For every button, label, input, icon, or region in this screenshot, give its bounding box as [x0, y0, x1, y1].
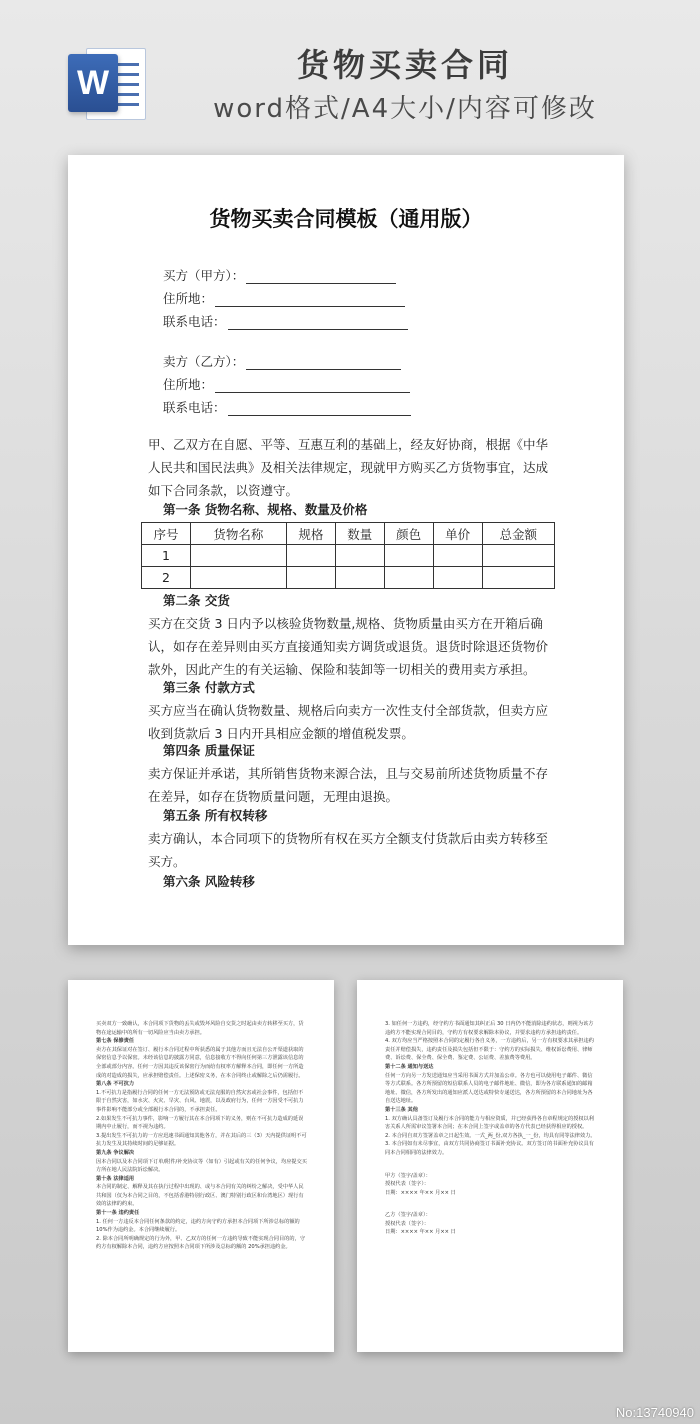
buyer-phone-blank[interactable]	[228, 316, 408, 330]
buyer-phone-line	[163, 307, 408, 330]
header-title: 货物买卖合同	[296, 46, 513, 84]
seller-name-line	[163, 347, 411, 370]
table-cell[interactable]	[384, 545, 433, 567]
page-2-line: 卖方在其保证对在签订、履行本合同过程中所获悉的属于其他方而且无法自公开渠道获取的保密信息予以保密。未经该信息的披露方同意，信息接收方不得向任何第三方泄露该信息的全部或部分内容。任何一方因其违反该保密行为而给有权率方解释本合同，即任何一方所造成的对造成的损失，应承担赔偿责任。上述保密义务，在本合同终止或解除之后仍需履行。	[96, 1046, 304, 1079]
table-cell[interactable]	[190, 545, 286, 567]
image-id-watermark: No:13740940	[615, 1405, 694, 1420]
page-3-signature-line: 授权代表（签字）：	[385, 1181, 430, 1188]
seller-name-blank[interactable]	[246, 356, 401, 370]
page-3-signature-line: 授权代表（签字）：	[385, 1220, 430, 1227]
page-2-heading: 第十条 法律适用	[96, 1175, 135, 1182]
article-3-text: 买方应当在确认货物数量、规格后向卖方一次性支付全部货款，但卖方应收到货款后 3 日内开具相应金额的增值税发票。	[148, 703, 549, 741]
table-cell: 1	[142, 545, 191, 567]
page-2-line: 2. 除本合同所明确规定的行为外，甲、乙双方的任何一方违约导致不能实现合同目的的，守约方有权解除本合同，违约方应按照本合同项下所涉及总标的额的 20%承担违约金。	[96, 1235, 305, 1251]
seller-name-label: 卖方（乙方）：	[163, 354, 245, 369]
article-4-heading: 第四条 质量保证	[163, 743, 255, 758]
header-banner	[0, 0, 700, 150]
buyer-phone-label: 联系电话：	[163, 314, 226, 329]
table-cell: 2	[142, 567, 191, 589]
table-cell[interactable]	[190, 567, 286, 589]
header-subtitle: word格式/A4大小/内容可修改	[213, 94, 597, 124]
goods-table	[141, 522, 555, 589]
page-2-heading: 第十一条 违约责任	[96, 1210, 140, 1217]
page-2-line: 因本合同以及本合同项下订单/附件/补充协议等（如有）引起或有关的任何争议，均应提交买方所在地人民法院诉讼解决。	[96, 1158, 307, 1174]
page-3-signature-line: 乙方（签字/盖章）：	[385, 1212, 431, 1219]
page-3-line: 2. 本合同自双方签署盖章之日起生效。一式_两_份,双方各执_一_份，均具有同等法律效力。	[385, 1132, 596, 1139]
page-2-heading: 第九条 争议解决	[96, 1149, 135, 1156]
document-page-3	[357, 980, 623, 1352]
table-cell[interactable]	[482, 545, 554, 567]
page-2-heading: 第八条 不可抗力	[96, 1081, 135, 1088]
intro-text: 甲、乙双方在自愿、平等、互惠互利的基础上，经友好协商，根据《中华人民共和国民法典》及相关法律规定，现就甲方购买乙方货物事宜，达成如下合同条款，以资遵守。	[148, 437, 549, 498]
document-title: 货物买卖合同模板（通用版）	[209, 206, 483, 231]
seller-phone-line	[163, 393, 411, 416]
page-2-line: 2.如果发生不可抗力事件，影响一方履行其在本合同项下的义务，则在不可抗力造成的延误期内中止履行，而不视为违约。	[96, 1115, 304, 1131]
article-2-text: 买方在交货 3 日内予以核验货物数量,规格、货物质量由买方在开箱后确认，如存在差异则由买方直接通知卖方调货或退货。退货时除退还货物价款外，因此产生的有关运输、保险和装卸等一切相关的费用卖方承担。	[148, 616, 549, 677]
table-cell[interactable]	[433, 567, 482, 589]
table-row	[142, 567, 555, 589]
page-2-line: 1. 任何一方违反本合同任何条款的约定，违约方向守约方承担本合同项下所涉总标的额的 10%作为违约金。本合同继续履行。	[96, 1218, 300, 1234]
article-5-text: 卖方确认，本合同项下的货物所有权在买方全额支付货款后由卖方转移至买方。	[148, 831, 549, 869]
article-5-heading: 第五条 所有权转移	[163, 808, 268, 823]
buyer-name-blank[interactable]	[246, 270, 396, 284]
seller-address-blank[interactable]	[215, 379, 410, 393]
article-6-heading: 第六条 风险转移	[163, 874, 255, 889]
seller-address-line	[163, 370, 411, 393]
page-2-line: 本合同的制定、解释及其在执行过程中出现的、或与本合同有关的纠纷之解决，受中华人民共和国（仅为本合同之目的，不包括香港特别行政区、澳门特别行政区和台湾地区）现行有效的法律的约束。	[96, 1184, 304, 1208]
article-3-heading: 第三条 付款方式	[163, 680, 255, 695]
page-3-line: 1. 双方确认具备签订及履行本合同的能力与相应资质，并已经获得各自章程规定的授权以利害关系人所需审议签署本合同；在本合同上签字或盖章的各方代表已经获得相应的授权。	[385, 1115, 594, 1131]
table-row	[142, 545, 555, 567]
page-3-heading: 第十二条 通知与送达	[385, 1063, 434, 1070]
table-header-cell: 颜色	[384, 523, 433, 545]
article-1-heading: 第一条 货物名称、规格、数量及价格	[163, 502, 368, 517]
article-2-heading: 第二条 交货	[163, 593, 230, 608]
page-2-content	[96, 1020, 308, 1252]
table-cell[interactable]	[433, 545, 482, 567]
page-2-line: 买卖双方一致确认，本合同项下货物的丢失或毁坏风险自交货之时起由卖方转移至买方，货物在途运输中的所有一切风险应当由卖方承担。	[96, 1021, 304, 1036]
page-3-content	[385, 1020, 597, 1237]
page-3-signature-line: 甲方（签字/盖章）：	[385, 1172, 431, 1179]
seller-phone-blank[interactable]	[228, 402, 411, 416]
page-2-line: 1.不可抗力是指履行合同的任何一方无法预防或无法克服的自然灾害或社会事件，包括但不限于自然灾害，如水灾、火灾、旱灾、台风、地震，以及政府行为，任何一方因受不可抗力事件影响不能部分或全部履行本合同的，不承担责任。	[96, 1089, 304, 1113]
intro-paragraph	[148, 433, 556, 502]
page-3-heading: 第十三条 其他	[385, 1106, 418, 1113]
page-2-line: 3.提出发生不可抗力的一方应迅速书面通知其他各方，并在其后的三（3）天内提供证明不可抗力发生及其持续时间的足够证据。	[96, 1132, 307, 1148]
table-cell[interactable]	[482, 567, 554, 589]
buyer-block	[163, 261, 408, 330]
seller-phone-label: 联系电话：	[163, 400, 226, 415]
table-cell[interactable]	[335, 567, 384, 589]
buyer-name-line	[163, 261, 408, 284]
table-header-cell: 单价	[433, 523, 482, 545]
buyer-address-label: 住所地：	[163, 291, 214, 306]
buyer-address-line	[163, 284, 408, 307]
table-cell[interactable]	[286, 567, 335, 589]
buyer-name-label: 买方（甲方）：	[163, 268, 245, 283]
document-page-2	[68, 980, 334, 1352]
article-4-text: 卖方保证并承诺，其所销售货物来源合法，且与交易前所述货物质量不存在差异，如存在货物质量问题，无理由退换。	[148, 766, 549, 804]
page-3-line: 3. 本合同如有未尽事宜，由双方共同协商签订书面补充协议。双方签订的书面补充协议具有同本合同相同的法律效力。	[385, 1141, 594, 1156]
page-3-signature-line: 日期：×××× 年×× 月×× 日	[385, 1229, 456, 1236]
seller-address-label: 住所地：	[163, 377, 214, 392]
page-3-line: 3. 如任何一方违约，经守约方书面通知其纠正后 30 日内仍不能消除违约状态，则视为该方违约方不能实现合同目的，守约方有权要求解除本协议，并要求违约方承担违约责任。	[385, 1021, 594, 1036]
table-header-cell: 总金额	[482, 523, 554, 545]
table-header-cell: 数量	[335, 523, 384, 545]
buyer-address-blank[interactable]	[215, 293, 405, 307]
table-cell[interactable]	[384, 567, 433, 589]
table-header-cell: 规格	[286, 523, 335, 545]
table-header-cell: 货物名称	[190, 523, 286, 545]
word-icon-letter: W	[68, 54, 118, 112]
page-3-line: 4. 双方均应当严格按照本合同的定履行各自义务，一方违约后，另一方有权要求其承担违约责任并赔偿损失，违约责任及损失包括但不限于：守约方的实际损失、维权诉讼费用、律师费、诉讼费、保全费、保全费、鉴定费、公证费、差旅费等费用。	[385, 1038, 594, 1062]
page-3-line: 任何一方向另一方发送通知应当采用书面方式并加盖公章。各方也可以使用电子邮件、微信等方式联系。各方所预留的短信联系人员的电子邮件地址、微信，即为各方联系通知的邮箱地址、微信，各方所发出的通知应派人送达或特快专递送达，各方所预留的本合同地址为各自送达地址。	[385, 1072, 593, 1105]
document-page-1	[68, 155, 624, 945]
word-document-icon	[68, 42, 152, 126]
table-cell[interactable]	[286, 545, 335, 567]
page-3-signature-line: 日期：×××× 年×× 月×× 日	[385, 1189, 456, 1196]
table-cell[interactable]	[335, 545, 384, 567]
page-2-heading: 第七条 保修责任	[96, 1038, 135, 1045]
table-header-cell: 序号	[142, 523, 191, 545]
table-header-row	[142, 523, 555, 545]
seller-block	[163, 347, 411, 416]
